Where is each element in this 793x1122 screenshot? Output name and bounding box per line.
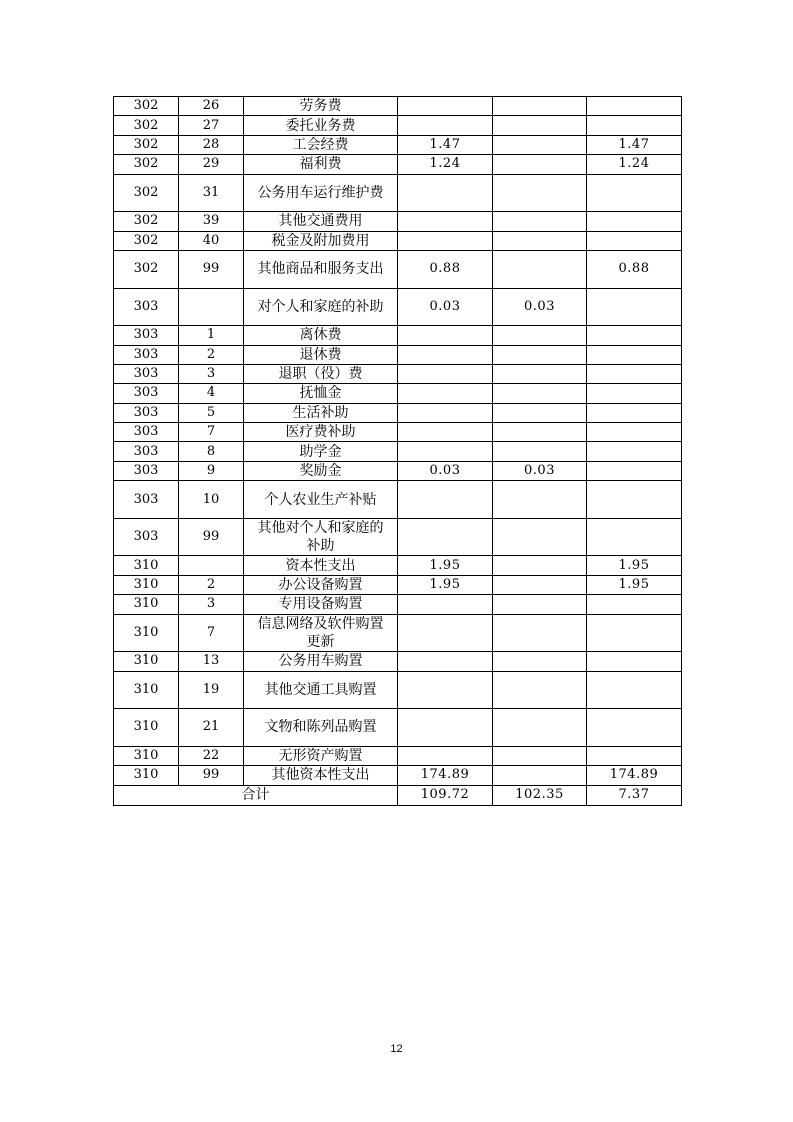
item-name-text: 个人农业生产补贴 (264, 491, 377, 508)
cell-item-code: 8 (179, 442, 244, 461)
cell-value-basic (493, 423, 587, 442)
cell-value-project (587, 403, 682, 422)
table-row (114, 345, 682, 364)
item-name-text: 其他交通费用 (278, 213, 363, 230)
cell-value-total: 1.95 (398, 556, 493, 575)
table-row (114, 614, 682, 652)
cell-value-basic (493, 614, 587, 652)
cell-item-name (244, 231, 398, 250)
cell-class-code: 302 (114, 212, 179, 231)
cell-item-name (244, 212, 398, 231)
cell-value-basic (493, 97, 587, 116)
item-name-text: 助学金 (299, 443, 342, 460)
cell-value-total (398, 364, 493, 383)
cell-class-code: 302 (114, 135, 179, 154)
cell-value-basic (493, 384, 587, 403)
table-row (114, 709, 682, 747)
cell-item-code: 19 (179, 671, 244, 709)
cell-item-name (244, 288, 398, 326)
table-row (114, 384, 682, 403)
cell-value-total (398, 97, 493, 116)
item-name-text: 文物和陈列品购置 (264, 719, 377, 736)
cell-value-basic (493, 556, 587, 575)
item-name-text: 福利费 (299, 156, 342, 173)
cell-class-code: 303 (114, 461, 179, 480)
cell-value-total: 0.03 (398, 461, 493, 480)
cell-value-project (587, 442, 682, 461)
cell-value-project: 1.95 (587, 575, 682, 594)
table-row (114, 595, 682, 614)
cell-class-code: 310 (114, 746, 179, 765)
cell-item-name (244, 575, 398, 594)
cell-item-name (244, 766, 398, 785)
cell-class-code: 303 (114, 442, 179, 461)
total-value-total: 109.72 (398, 785, 493, 805)
cell-value-total (398, 614, 493, 652)
cell-item-name (244, 250, 398, 288)
item-name-text: 医疗费补助 (285, 424, 356, 441)
total-value-basic: 102.35 (493, 785, 587, 805)
table-row (114, 652, 682, 671)
item-name-text: 其他交通工具购置 (264, 681, 377, 698)
cell-value-basic (493, 212, 587, 231)
cell-item-code: 2 (179, 575, 244, 594)
cell-value-basic (493, 442, 587, 461)
cell-item-name (244, 595, 398, 614)
cell-item-code: 7 (179, 423, 244, 442)
table-total-row (114, 785, 682, 805)
cell-value-basic (493, 364, 587, 383)
table-body (114, 97, 682, 806)
cell-value-project (587, 652, 682, 671)
cell-value-project (587, 709, 682, 747)
cell-value-project: 0.88 (587, 250, 682, 288)
cell-value-project: 1.95 (587, 556, 682, 575)
item-name-text: 信息网络及软件购置更新 (257, 615, 384, 650)
cell-class-code: 302 (114, 155, 179, 174)
cell-item-code: 26 (179, 97, 244, 116)
cell-value-project (587, 97, 682, 116)
cell-value-total: 0.88 (398, 250, 493, 288)
item-name-text: 工会经费 (292, 136, 349, 153)
cell-value-total (398, 481, 493, 519)
cell-value-basic (493, 326, 587, 345)
cell-value-total: 0.03 (398, 288, 493, 326)
cell-item-code: 10 (179, 481, 244, 519)
cell-item-code: 21 (179, 709, 244, 747)
table-row (114, 423, 682, 442)
table-row (114, 116, 682, 135)
cell-value-project: 174.89 (587, 766, 682, 785)
cell-value-project (587, 481, 682, 519)
cell-value-basic (493, 231, 587, 250)
cell-value-total (398, 442, 493, 461)
cell-value-basic (493, 250, 587, 288)
cell-value-total (398, 652, 493, 671)
cell-value-project (587, 461, 682, 480)
cell-class-code: 303 (114, 403, 179, 422)
table-row (114, 97, 682, 116)
cell-item-name (244, 442, 398, 461)
cell-item-name (244, 116, 398, 135)
table-row (114, 556, 682, 575)
cell-value-project (587, 364, 682, 383)
item-name-text: 专用设备购置 (278, 596, 363, 613)
cell-value-total (398, 384, 493, 403)
cell-item-code: 7 (179, 614, 244, 652)
cell-item-code: 99 (179, 250, 244, 288)
table-row (114, 250, 682, 288)
total-value-project: 7.37 (587, 785, 682, 805)
cell-class-code: 303 (114, 518, 179, 556)
cell-item-name (244, 746, 398, 765)
cell-item-code: 3 (179, 364, 244, 383)
table-row (114, 671, 682, 709)
cell-class-code: 303 (114, 364, 179, 383)
cell-class-code: 303 (114, 481, 179, 519)
cell-value-project (587, 384, 682, 403)
item-name-text: 无形资产购置 (278, 747, 363, 764)
cell-value-basic (493, 135, 587, 154)
cell-item-name (244, 174, 398, 212)
cell-value-basic (493, 575, 587, 594)
cell-value-basic: 0.03 (493, 288, 587, 326)
cell-value-total (398, 709, 493, 747)
cell-item-code (179, 556, 244, 575)
cell-item-code: 9 (179, 461, 244, 480)
cell-value-total (398, 518, 493, 556)
item-name-text: 其他对个人和家庭的补助 (257, 520, 384, 555)
cell-item-code: 4 (179, 384, 244, 403)
table-row (114, 288, 682, 326)
table-row (114, 766, 682, 785)
cell-value-project (587, 746, 682, 765)
cell-value-basic (493, 345, 587, 364)
cell-item-name (244, 345, 398, 364)
cell-value-project (587, 174, 682, 212)
cell-class-code: 302 (114, 174, 179, 212)
cell-class-code: 303 (114, 423, 179, 442)
cell-value-project: 1.24 (587, 155, 682, 174)
item-name-text: 委托业务费 (285, 117, 356, 134)
cell-item-code: 29 (179, 155, 244, 174)
cell-class-code: 310 (114, 575, 179, 594)
item-name-text: 资本性支出 (285, 557, 356, 574)
cell-value-project (587, 345, 682, 364)
cell-value-project (587, 116, 682, 135)
cell-item-code: 31 (179, 174, 244, 212)
cell-item-name (244, 652, 398, 671)
table-row (114, 746, 682, 765)
cell-value-project: 1.47 (587, 135, 682, 154)
cell-class-code: 310 (114, 556, 179, 575)
table-row (114, 212, 682, 231)
cell-value-total (398, 345, 493, 364)
cell-class-code: 310 (114, 614, 179, 652)
cell-value-basic (493, 403, 587, 422)
cell-value-project (587, 212, 682, 231)
item-name-text: 劳务费 (299, 98, 342, 115)
cell-value-total: 1.47 (398, 135, 493, 154)
cell-item-name (244, 364, 398, 383)
cell-class-code: 310 (114, 652, 179, 671)
item-name-text: 办公设备购置 (278, 577, 363, 594)
cell-item-code: 2 (179, 345, 244, 364)
table-row (114, 481, 682, 519)
item-name-text: 税金及附加费用 (271, 232, 370, 249)
cell-value-basic (493, 709, 587, 747)
cell-item-code: 1 (179, 326, 244, 345)
item-name-text: 对个人和家庭的补助 (257, 298, 384, 315)
total-label: 合计 (114, 785, 398, 805)
cell-item-name (244, 135, 398, 154)
item-name-text: 其他商品和服务支出 (257, 261, 384, 278)
cell-value-basic (493, 595, 587, 614)
item-name-text: 抚恤金 (299, 385, 342, 402)
cell-item-name (244, 556, 398, 575)
cell-item-name (244, 423, 398, 442)
table-row (114, 364, 682, 383)
cell-item-code: 40 (179, 231, 244, 250)
cell-item-name (244, 671, 398, 709)
cell-item-code (179, 288, 244, 326)
cell-value-total (398, 403, 493, 422)
cell-item-name (244, 155, 398, 174)
table-row (114, 155, 682, 174)
item-name-text: 其他资本性支出 (271, 767, 370, 784)
cell-value-total (398, 326, 493, 345)
table-row (114, 518, 682, 556)
cell-item-name (244, 461, 398, 480)
cell-value-basic (493, 174, 587, 212)
cell-value-project (587, 518, 682, 556)
cell-item-code: 39 (179, 212, 244, 231)
cell-item-name (244, 384, 398, 403)
cell-item-code: 13 (179, 652, 244, 671)
cell-value-basic (493, 746, 587, 765)
cell-value-total (398, 423, 493, 442)
item-name-text: 退休费 (299, 346, 342, 363)
cell-item-name (244, 481, 398, 519)
cell-item-name (244, 403, 398, 422)
cell-item-code: 27 (179, 116, 244, 135)
cell-class-code: 310 (114, 671, 179, 709)
cell-value-project (587, 614, 682, 652)
cell-value-project (587, 231, 682, 250)
cell-item-name (244, 709, 398, 747)
cell-class-code: 303 (114, 345, 179, 364)
table-row (114, 403, 682, 422)
cell-value-basic: 0.03 (493, 461, 587, 480)
table-row (114, 442, 682, 461)
item-name-text: 奖励金 (299, 463, 342, 480)
cell-value-total (398, 746, 493, 765)
cell-item-code: 22 (179, 746, 244, 765)
cell-value-basic (493, 116, 587, 135)
cell-value-basic (493, 518, 587, 556)
cell-item-name (244, 326, 398, 345)
table-row (114, 135, 682, 154)
cell-class-code: 303 (114, 384, 179, 403)
cell-value-total: 1.24 (398, 155, 493, 174)
page-number: 12 (390, 1043, 403, 1055)
table-row (114, 174, 682, 212)
cell-value-total (398, 231, 493, 250)
cell-item-name (244, 97, 398, 116)
cell-value-basic (493, 155, 587, 174)
item-name-text: 公务用车运行维护费 (257, 184, 384, 201)
item-name-text: 公务用车购置 (278, 653, 363, 670)
cell-class-code: 310 (114, 595, 179, 614)
cell-value-project (587, 595, 682, 614)
cell-value-total (398, 116, 493, 135)
cell-value-project (587, 671, 682, 709)
cell-value-total: 1.95 (398, 575, 493, 594)
cell-value-total (398, 671, 493, 709)
cell-item-code: 28 (179, 135, 244, 154)
cell-class-code: 303 (114, 326, 179, 345)
cell-value-total (398, 212, 493, 231)
cell-value-basic (493, 671, 587, 709)
cell-class-code: 303 (114, 288, 179, 326)
cell-class-code: 310 (114, 766, 179, 785)
cell-class-code: 310 (114, 709, 179, 747)
cell-class-code: 302 (114, 97, 179, 116)
table-row (114, 231, 682, 250)
cell-item-name (244, 614, 398, 652)
cell-item-code: 5 (179, 403, 244, 422)
cell-class-code: 302 (114, 116, 179, 135)
table-row (114, 461, 682, 480)
cell-item-code: 3 (179, 595, 244, 614)
item-name-text: 生活补助 (292, 404, 349, 421)
cell-value-project (587, 288, 682, 326)
cell-value-project (587, 423, 682, 442)
table-row (114, 326, 682, 345)
item-name-text: 离休费 (299, 327, 342, 344)
cell-class-code: 302 (114, 231, 179, 250)
cell-item-code: 99 (179, 518, 244, 556)
cell-value-basic (493, 652, 587, 671)
table-row (114, 575, 682, 594)
cell-value-total (398, 595, 493, 614)
cell-class-code: 302 (114, 250, 179, 288)
cell-item-name (244, 518, 398, 556)
cell-value-total: 174.89 (398, 766, 493, 785)
cell-value-total (398, 174, 493, 212)
cell-value-basic (493, 766, 587, 785)
cell-value-basic (493, 481, 587, 519)
expenditure-table (113, 96, 682, 806)
cell-item-code: 99 (179, 766, 244, 785)
item-name-text: 退职（役）费 (278, 366, 363, 383)
cell-value-project (587, 326, 682, 345)
